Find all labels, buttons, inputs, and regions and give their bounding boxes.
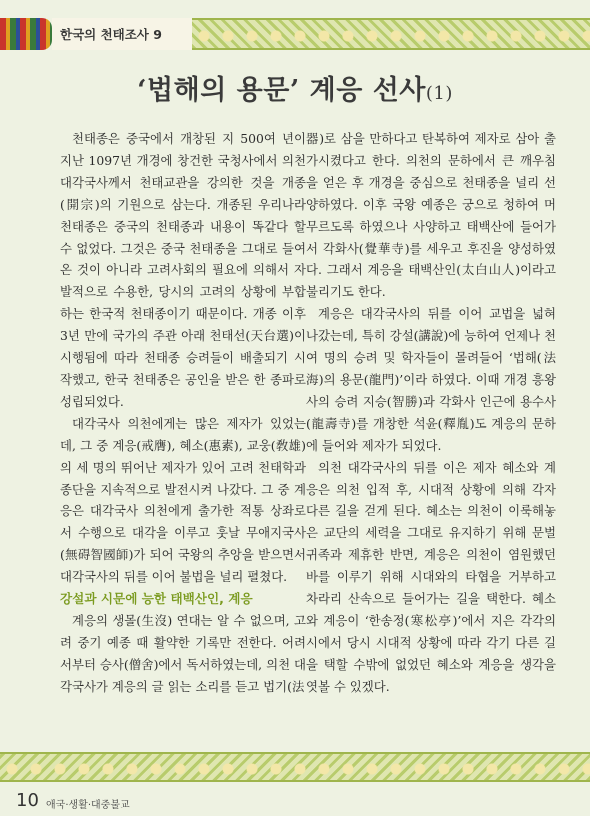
paragraph: 천태종은 중국에서 개창된 지 500여 년이 지난 1097년 개경에 창건한 국청사에서 의천 대각국사께서 천태교관을 강의한 것을 개종(開宗)의 기원으로 삼는다. 개종된 우리나라 천태종은 중국의 천태종과 내용이 똑같다 할 수 없었다. 그것은 중국 천태종을 그대로 들여온 것이 아니라 고려사회의 필요에 의해서 자발적으로 수용한, 당시의 고려의 상황에 부합하는 한국적 천태종이기 때문이다. 개종 이후 3년 만에 국가의 주관 아래 천태선(天台選)이 시행됨에 따라 천태종 승려들이 배출되기 시작했고, 한국 천태종은 공인을 받은 한 종파로 성립되었다. — [60, 131, 306, 409]
page-number: 10 — [16, 790, 39, 811]
publication-name: 애국·생활·대중불교 — [46, 800, 130, 811]
header-pattern — [192, 18, 590, 50]
header-band — [0, 0, 590, 52]
article-title — [0, 68, 590, 107]
paragraph: 계응은 대각국사의 뒤를 이어 교법을 넓혀 나갔는데, 특히 강설(講說)에 능하여 언제나 천여 명의 승려 및 학자들이 몰려들어 ‘법해(法海)의 용문(龍門)’이라 하였다. 이때 개경 흥왕사의 승려 지승(智勝)과 각화사 인근에 용수사(龍壽寺)를 개창한 석윤(釋胤)도 계응의 문하에 들어와 제자가 되었다. — [306, 306, 556, 453]
section-subhead: 강설과 시문에 능한 태백산인, 계응 — [60, 591, 253, 607]
left-column — [60, 128, 306, 698]
paragraph: 器)로 삼을 만하다고 탄복하여 제자로 삼아 출가시켰다고 한다. 의천의 문하에서 큰 깨우침을 얻은 후 개경을 중심으로 천태종을 널리 선양하였다. 이후 국왕 예종은 궁으로 청하여 머무르도록 하였으나 사양하고 태백산에 들어가서 각화사(覺華寺)를 세우고 후진을 양성하였다. 그래서 계응을 태백산인(太白山人)이라고 불리기도 한다. — [306, 131, 556, 300]
paragraph: 의천 대각국사의 뒤를 이은 제자 혜소와 계응은 의천 입적 후, 시대적 상황에 의해 각자 다른 길을 걷게 된다. 혜소는 의천이 이룩해놓은 교단의 세력을 그대로 유지하기 위해 문벌 귀족과 제휴한 반면, 계응은 의천이 염원했던 바를 이루기 위해 시대와의 타협을 거부하고 차라리 산속으로 들어가는 길을 택한다. 혜소와 계응이 ‘한송정(寒松亭)’에서 지은 각각의 시에서 당시 시대적 상황에 따라 각기 다른 길을 택할 수밖에 없었던 혜소와 계응을 생각을 엿볼 수 있겠다. — [306, 459, 556, 694]
paragraph: 대각국사 의천에게는 많은 제자가 있었는데, 그 중 계응(戒膺), 혜소(惠素), 교웅(敎雄)의 세 명의 뛰어난 제자가 있어 고려 천태학과 종단을 지속적으로 발전시켜 나갔다. 그 중 계응은 대각국사 의천에게 출가한 적통 상좌로서 수행으로 대각을 이루고 훗날 무애지국사(無碍智國師)가 되어 국왕의 추앙을 받으면서 대각국사의 뒤를 이어 불법을 널리 펼쳤다. — [60, 415, 306, 585]
article-title-text: ‘법해의 용문’ 계응 선사 — [137, 75, 426, 106]
paragraph: 계응의 생몰(生沒) 연대는 알 수 없으며, 고려 중기 예종 때 활약한 기록만 전한다. 어려서부터 승사(僧舍)에서 독서하였는데, 의천 대각국사가 계응의 글 읽는 소리를 듣고 법기(法 — [60, 612, 306, 694]
series-title: 한국의 천태조사 9 — [52, 18, 192, 50]
article-title-number: (1) — [425, 83, 453, 104]
header-ornament-left — [0, 18, 52, 50]
right-column — [306, 128, 556, 698]
footer-pattern — [0, 752, 590, 782]
